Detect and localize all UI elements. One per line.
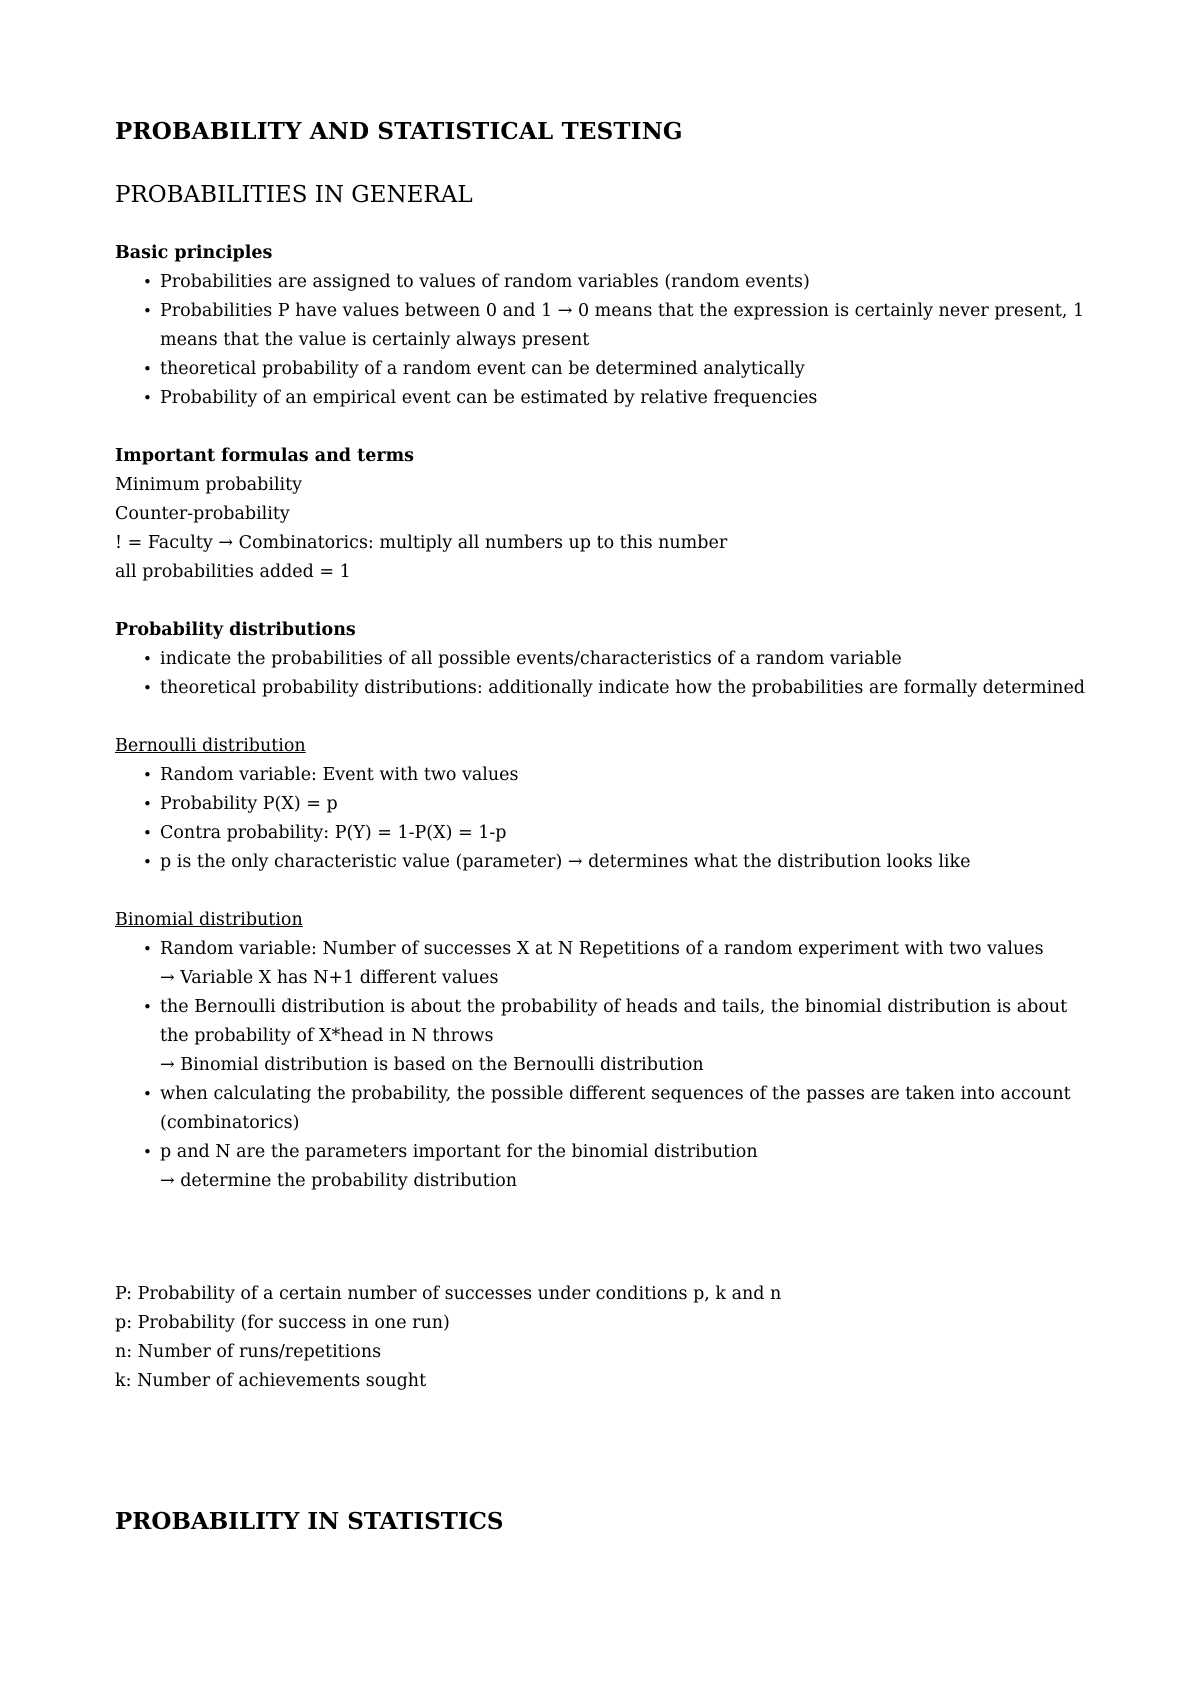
list-item <box>143 1080 1095 1138</box>
list-item-text: Random variable: Number of successes X at N Repetitions of a random experiment with two values <box>160 939 1044 960</box>
binomial-heading: Binomial distribution <box>115 910 303 931</box>
legend-line: k: Number of achievements sought <box>115 1371 427 1392</box>
formula-line: ! = Faculty → Combinatorics: multiply all numbers up to this number <box>115 533 728 554</box>
list-item: • p is the only characteristic value (parameter) → determines what the distribution looks like <box>143 848 1095 877</box>
binomial-list <box>115 935 1095 1196</box>
list-item: • Probability P(X) = p <box>143 790 1095 819</box>
formula-line: all probabilities added = 1 <box>115 562 351 583</box>
list-item: • theoretical probability of a random event can be determined analytically <box>143 355 1095 384</box>
formulas-heading: Important formulas and terms <box>115 446 414 467</box>
list-item: • indicate the probabilities of all possible events/characteristics of a random variable <box>143 645 1095 674</box>
section-heading-probability-in-statistics: PROBABILITY IN STATISTICS <box>115 1508 504 1536</box>
basic-principles-list <box>115 268 1095 413</box>
legend-line: p: Probability (for success in one run) <box>115 1313 450 1334</box>
list-item-text: when calculating the probability, the possible different sequences of the passes are taken into account (combinatorics) <box>160 1084 1071 1134</box>
list-item: • Probabilities are assigned to values of random variables (random events) <box>143 268 1095 297</box>
list-item <box>143 993 1095 1080</box>
formula-line: Counter-probability <box>115 504 290 525</box>
document-title: PROBABILITY AND STATISTICAL TESTING <box>115 118 683 145</box>
list-item <box>143 935 1095 993</box>
distributions-list <box>115 645 1095 703</box>
section-heading-probabilities-in-general: PROBABILITIES IN GENERAL <box>115 181 473 208</box>
legend-line: P: Probability of a certain number of successes under conditions p, k and n <box>115 1284 782 1305</box>
basic-principles-heading: Basic principles <box>115 243 273 264</box>
list-item: • Random variable: Event with two values <box>143 761 1095 790</box>
list-item: • theoretical probability distributions: additionally indicate how the probabilities are formally determined <box>143 674 1095 703</box>
bernoulli-list <box>115 761 1095 877</box>
list-item-subtext: → determine the probability distribution <box>160 1171 518 1192</box>
list-item: • Probabilities P have values between 0 and 1 → 0 means that the expression is certainly never present, 1 means that the value is certainly always present <box>143 297 1095 355</box>
list-item-subtext: → Variable X has N+1 different values <box>160 968 499 989</box>
list-item-text: the Bernoulli distribution is about the probability of heads and tails, the binomial distribution is about the probability of X*head in N throws <box>160 997 1068 1047</box>
formula-line: Minimum probability <box>115 475 303 496</box>
legend-line: n: Number of runs/repetitions <box>115 1342 382 1363</box>
list-item: • Probability of an empirical event can be estimated by relative frequencies <box>143 384 1095 413</box>
list-item-text: p and N are the parameters important for the binomial distribution <box>160 1142 758 1163</box>
list-item-subtext: → Binomial distribution is based on the Bernoulli distribution <box>160 1055 704 1076</box>
list-item <box>143 1138 1095 1196</box>
distributions-heading: Probability distributions <box>115 620 356 641</box>
document-page <box>115 118 1095 1536</box>
bernoulli-heading: Bernoulli distribution <box>115 736 306 757</box>
list-item: • Contra probability: P(Y) = 1-P(X) = 1-p <box>143 819 1095 848</box>
